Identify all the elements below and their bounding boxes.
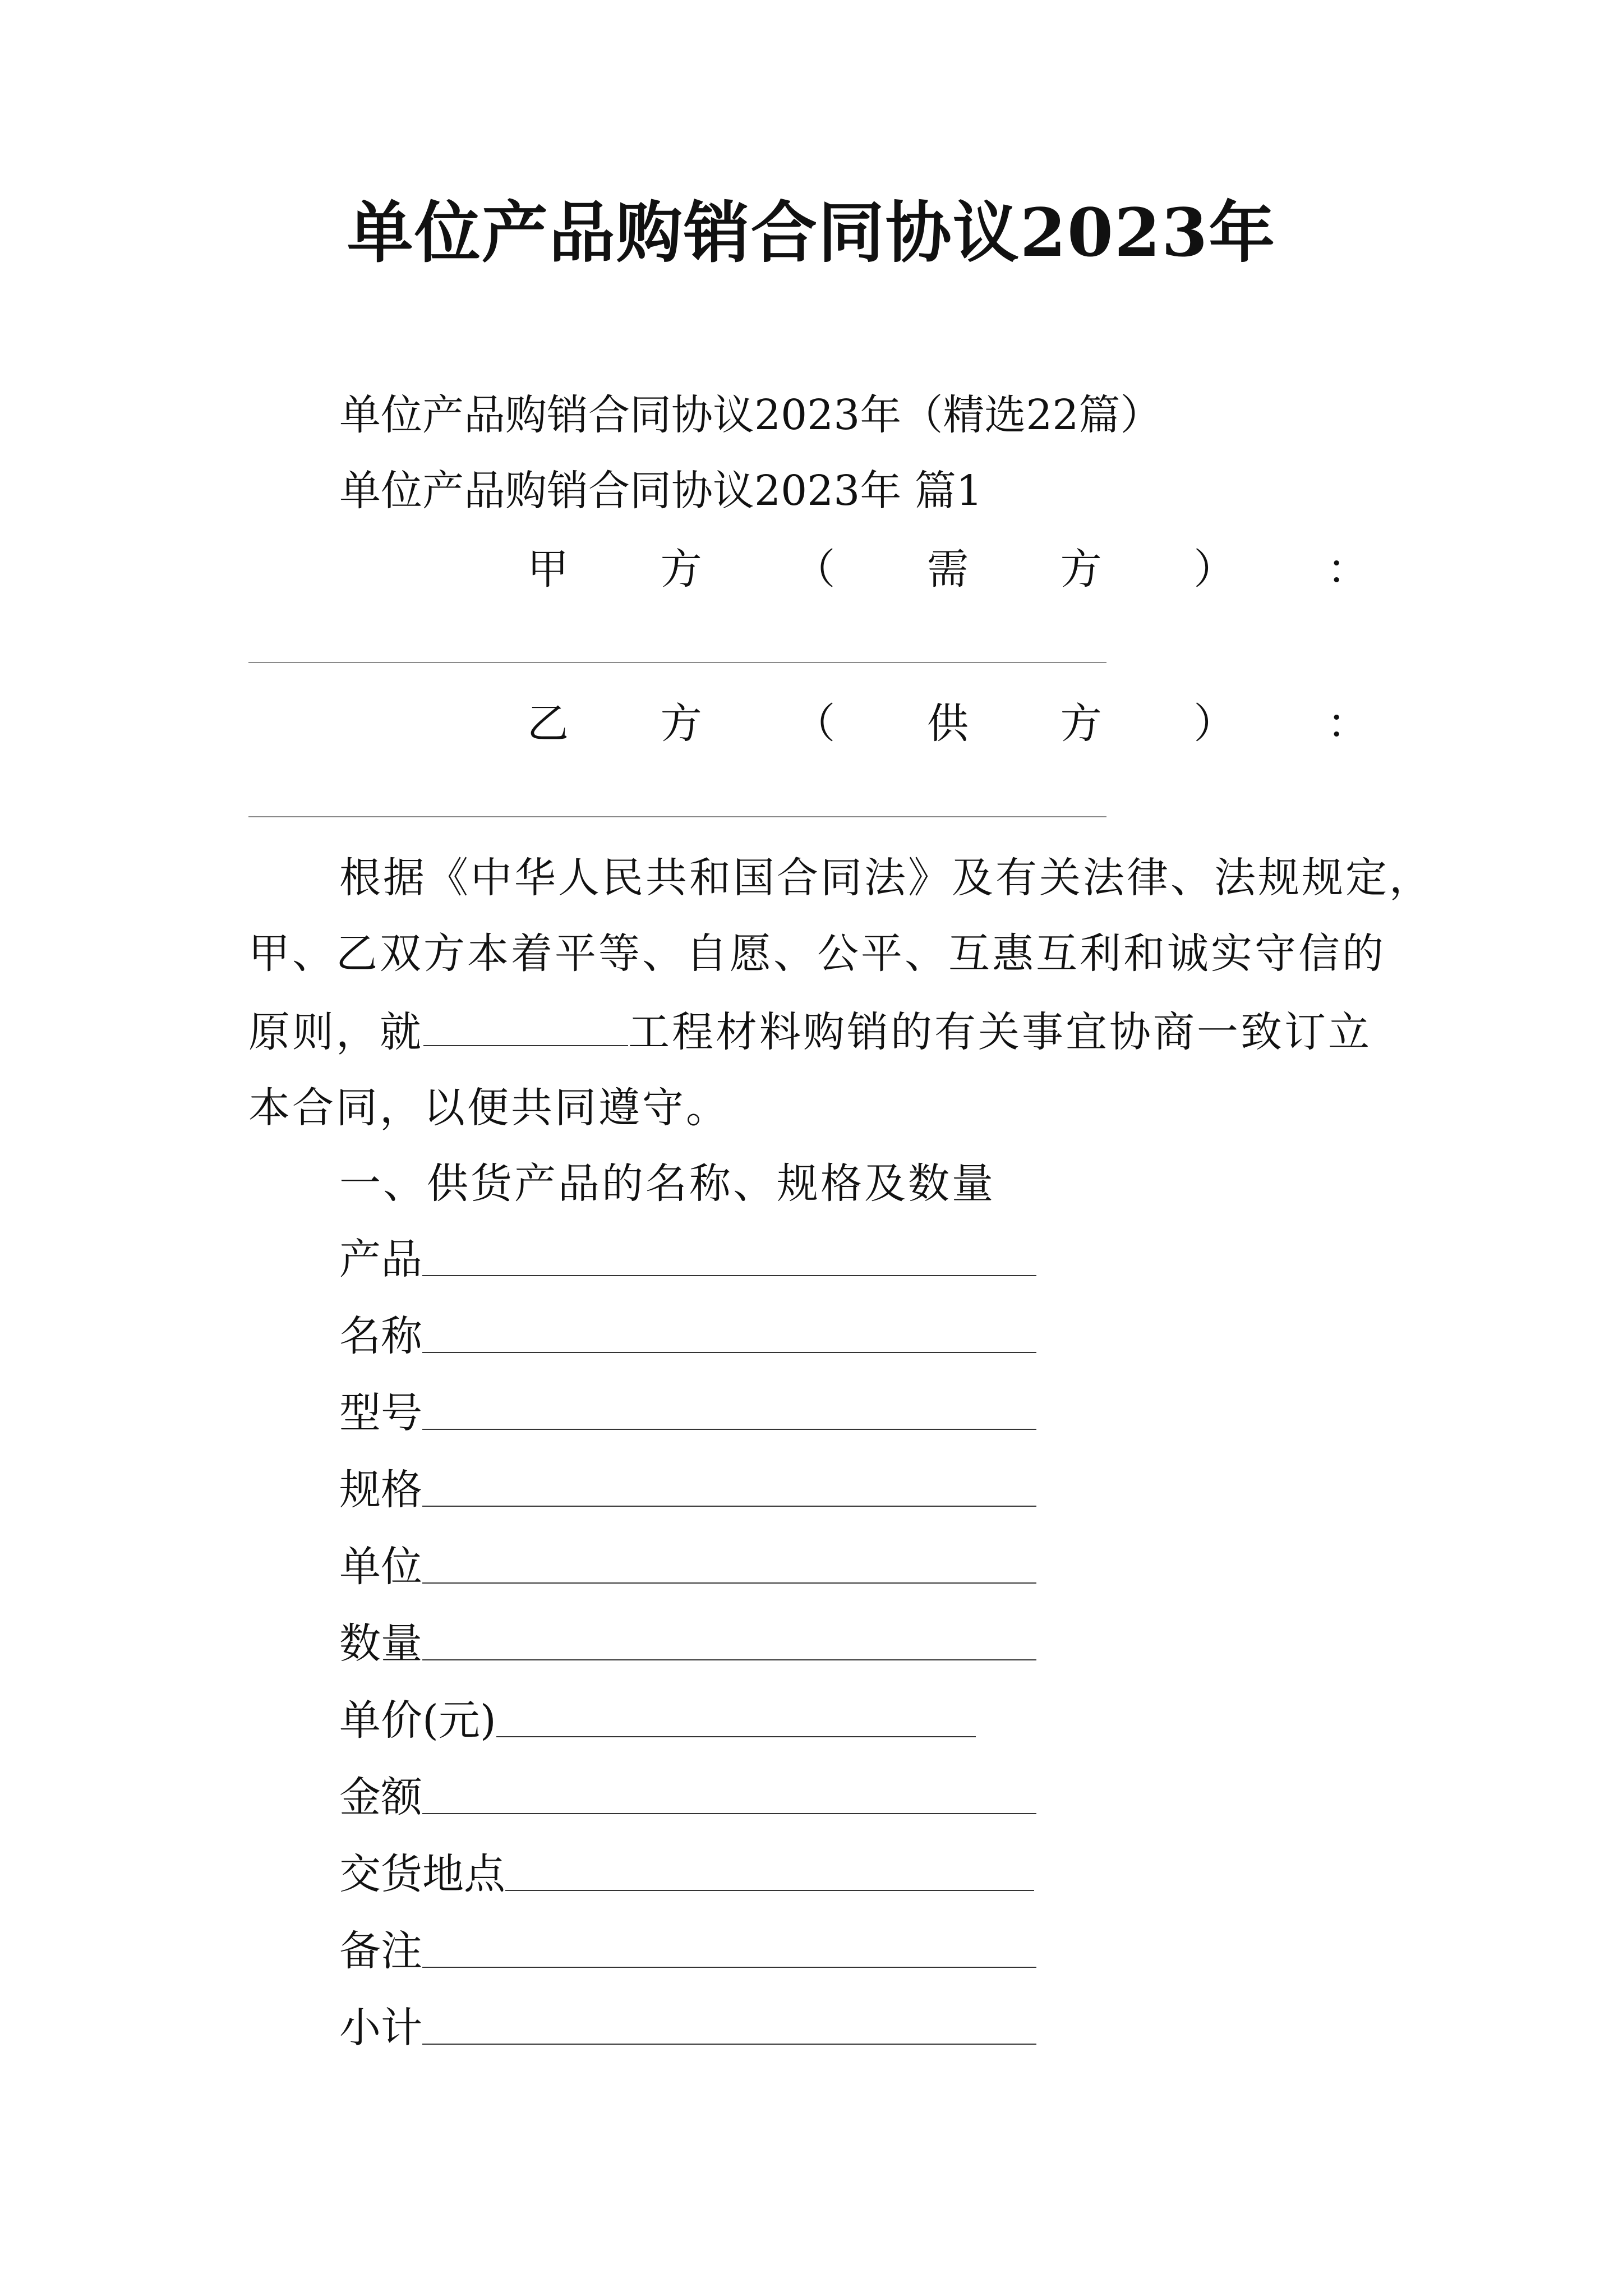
field-label: 数量	[339, 1619, 422, 1668]
paragraph-text: 原则，就	[248, 1008, 423, 1056]
field-label: 小计	[339, 2004, 422, 2052]
document-title: 单位产品购销合同协议2023年	[347, 194, 1276, 272]
party-a-blank-line	[248, 662, 1106, 663]
party-b-char: 供	[926, 700, 969, 748]
field-model	[339, 1385, 1036, 1441]
party-b-char: ：	[1326, 700, 1368, 748]
party-b-label	[527, 696, 1368, 752]
field-blank-line	[505, 1890, 1034, 1891]
document-subtitle: 单位产品购销合同协议2023年（精选22篇）	[339, 391, 1162, 439]
field-blank-line	[422, 1429, 1036, 1430]
field-blank-line	[496, 1736, 976, 1737]
field-subtotal	[339, 2000, 1036, 2056]
section-heading: 单位产品购销合同协议2023年 篇1	[339, 467, 983, 515]
field-blank-line	[422, 1967, 1036, 1968]
field-blank-line	[422, 2044, 1036, 2045]
party-a-char: 方	[660, 545, 702, 593]
field-delivery-location	[339, 1846, 1034, 1902]
field-product	[339, 1231, 1036, 1287]
paragraph-text: 工程材料购销的有关事宜协商一致订立	[628, 1008, 1372, 1056]
field-label: 名称	[339, 1312, 422, 1360]
party-a-char: （	[794, 545, 836, 593]
field-blank-line	[422, 1352, 1036, 1353]
party-a-label	[527, 541, 1368, 597]
party-b-char: ）	[1193, 700, 1235, 748]
party-b-blank-line	[248, 816, 1106, 817]
field-blank-line	[422, 1582, 1036, 1584]
paragraph-line	[248, 1004, 1372, 1060]
field-label: 交货地点	[339, 1850, 505, 1898]
field-quantity	[339, 1616, 1036, 1672]
field-blank-line	[422, 1659, 1036, 1660]
field-unit-price	[339, 1692, 976, 1749]
field-blank-line	[422, 1506, 1036, 1507]
paragraph-line: 本合同，以便共同遵守。	[248, 1084, 730, 1132]
party-b-char: （	[794, 700, 836, 748]
field-label: 备注	[339, 1927, 422, 1975]
project-name-blank	[423, 1010, 628, 1046]
clause-heading: 一、供货产品的名称、规格及数量	[339, 1159, 995, 1208]
field-amount	[339, 1769, 1036, 1825]
field-unit	[339, 1539, 1036, 1595]
field-label: 型号	[339, 1389, 422, 1437]
paragraph-line: 甲、乙双方本着平等、自愿、公平、互惠互利和诚实守信的	[248, 930, 1386, 978]
field-spec	[339, 1462, 1036, 1518]
party-b-char: 方	[1060, 700, 1102, 748]
field-label: 规格	[339, 1466, 422, 1514]
field-remarks	[339, 1923, 1036, 1979]
field-blank-line	[422, 1275, 1036, 1276]
field-label: 单价(元)	[339, 1696, 496, 1745]
field-label: 金额	[339, 1773, 422, 1821]
party-a-char: ）	[1193, 545, 1235, 593]
field-label: 单位	[339, 1543, 422, 1591]
party-b-char: 乙	[527, 700, 569, 748]
party-a-char: 需	[926, 545, 969, 593]
party-b-char: 方	[660, 700, 702, 748]
field-label: 产品	[339, 1235, 422, 1283]
paragraph-line: 根据《中华人民共和国合同法》及有关法律、法规规定，	[339, 854, 1433, 902]
field-blank-line	[422, 1813, 1036, 1814]
party-a-char: ：	[1326, 545, 1368, 593]
field-name	[339, 1308, 1036, 1364]
party-a-char: 甲	[527, 545, 569, 593]
party-a-char: 方	[1060, 545, 1102, 593]
